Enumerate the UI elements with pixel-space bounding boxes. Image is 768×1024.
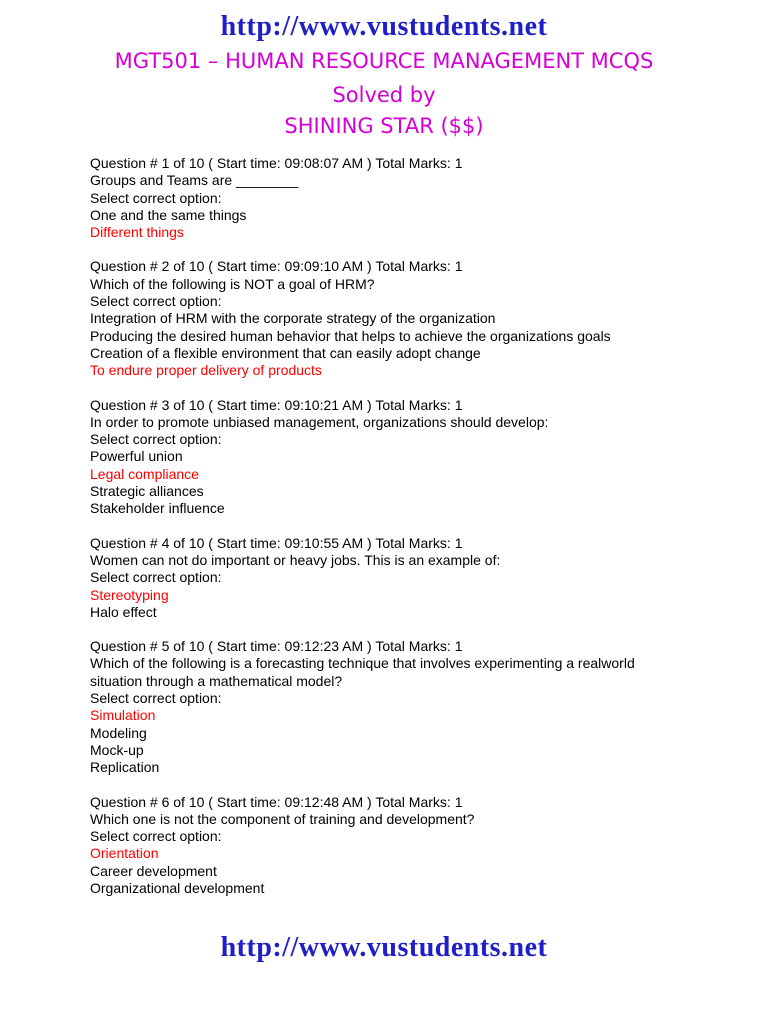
solved-by-label: Solved by	[332, 83, 436, 107]
select-option-label: Select correct option:	[90, 293, 222, 310]
question-text: In order to promote unbiased management, organizations should develop:	[90, 413, 549, 430]
question-header: Question # 4 of 10 ( Start time: 09:10:55 AM ) Total Marks: 1	[90, 534, 463, 551]
questions-list	[90, 155, 710, 897]
question-text: Which of the following is NOT a goal of HRM?	[90, 275, 375, 292]
answer-option: Halo effect	[90, 603, 157, 620]
select-option-label: Select correct option:	[90, 189, 222, 206]
correct-answer-option: To endure proper delivery of products	[90, 362, 322, 379]
answer-option: Powerful union	[90, 448, 183, 465]
question-header: Question # 6 of 10 ( Start time: 09:12:48 AM ) Total Marks: 1	[90, 793, 463, 810]
answer-option: Modeling	[90, 724, 147, 741]
spacer	[90, 621, 710, 638]
answer-option: Strategic alliances	[90, 483, 204, 500]
question-block-6	[90, 794, 710, 898]
correct-answer-option: Simulation	[90, 707, 156, 724]
question-block-4	[90, 535, 710, 621]
question-text-line-1: Which of the following is a forecasting technique that involves experimenting a realworld	[90, 655, 635, 672]
select-option-label: Select correct option:	[90, 690, 222, 707]
correct-answer-option: Legal compliance	[90, 465, 199, 482]
correct-answer-option: Stereotyping	[90, 586, 169, 603]
answer-option: Producing the desired human behavior that helps to achieve the organizations goals	[90, 327, 611, 344]
answer-option: Organizational development	[90, 879, 265, 896]
answer-option: One and the same things	[90, 206, 247, 223]
select-option-label: Select correct option:	[90, 431, 222, 448]
answer-option: Creation of a flexible environment that can easily adopt change	[90, 344, 481, 361]
header-site-url[interactable]: http://www.vustudents.net	[220, 11, 548, 42]
question-text-line-2: situation through a mathematical model?	[90, 672, 343, 689]
author-name: SHINING STAR ($$)	[284, 114, 484, 138]
answer-option: Mock-up	[90, 741, 144, 758]
question-text: Groups and Teams are ________	[90, 172, 299, 189]
select-option-label: Select correct option:	[90, 828, 222, 845]
answer-option: Replication	[90, 759, 160, 776]
question-header: Question # 3 of 10 ( Start time: 09:10:21 AM ) Total Marks: 1	[90, 396, 463, 413]
question-header: Question # 2 of 10 ( Start time: 09:09:10 AM ) Total Marks: 1	[90, 258, 463, 275]
question-block-1	[90, 155, 710, 241]
spacer	[90, 777, 710, 794]
correct-answer-option: Different things	[90, 224, 184, 241]
select-option-label: Select correct option:	[90, 569, 222, 586]
question-header: Question # 1 of 10 ( Start time: 09:08:07 AM ) Total Marks: 1	[90, 155, 463, 171]
answer-option: Integration of HRM with the corporate strategy of the organization	[90, 310, 496, 327]
spacer	[90, 518, 710, 535]
answer-option: Stakeholder influence	[90, 500, 225, 517]
answer-option: Career development	[90, 862, 217, 879]
spacer	[90, 380, 710, 397]
question-text: Women can not do important or heavy jobs. This is an example of:	[90, 551, 501, 568]
question-header: Question # 5 of 10 ( Start time: 09:12:23 AM ) Total Marks: 1	[90, 638, 463, 655]
question-block-5	[90, 638, 710, 776]
footer-site-url[interactable]: http://www.vustudents.net	[220, 932, 548, 963]
question-block-2	[90, 258, 710, 379]
spacer	[90, 241, 710, 258]
document-title: MGT501 – HUMAN RESOURCE MANAGEMENT MCQS	[114, 49, 654, 73]
correct-answer-option: Orientation	[90, 845, 159, 862]
question-text: Which one is not the component of training and development?	[90, 810, 475, 827]
question-block-3	[90, 397, 710, 518]
